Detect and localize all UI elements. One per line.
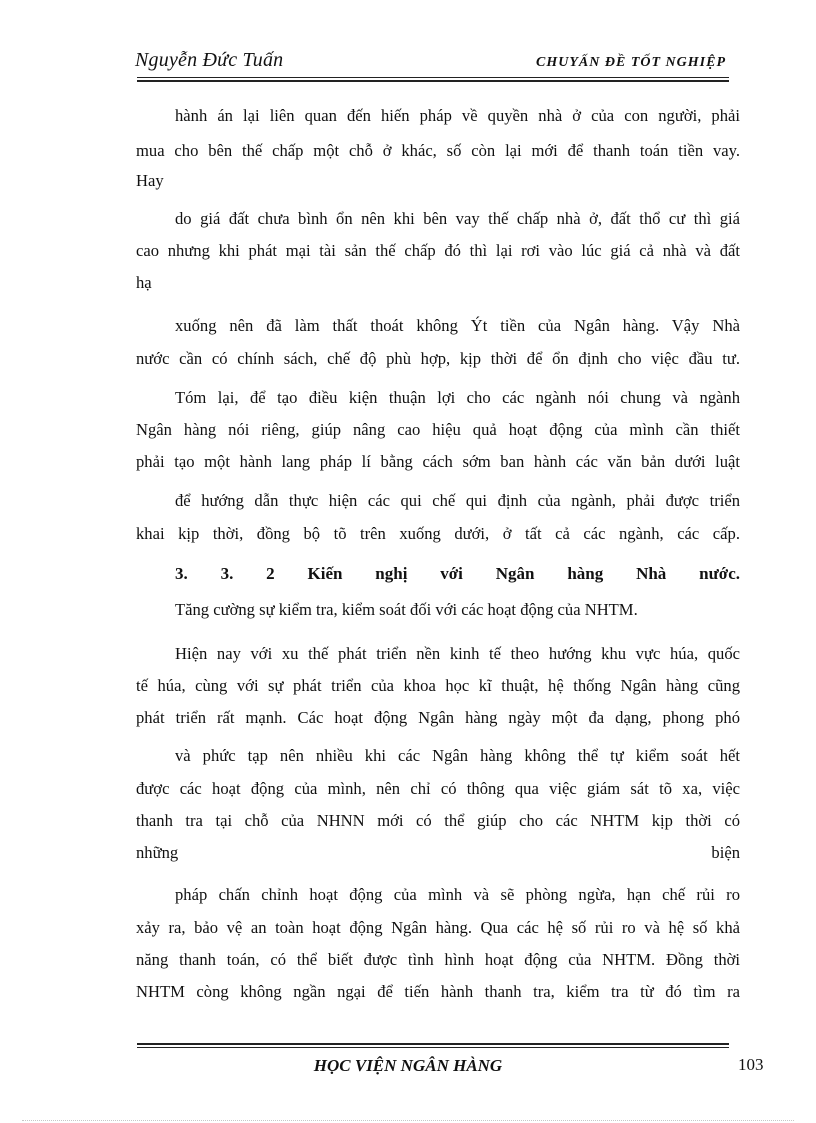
text-line: xảy ra, bảo vệ an toàn hoạt động Ngân hàng. Qua các hệ số rủi ro và hệ số khả (136, 918, 740, 937)
institution-name: HỌC VIỆN NGÂN HÀNG (313, 1056, 503, 1075)
text-line: pháp chấn chỉnh hoạt động của mình và sẽ phòng ngừa, hạn chế rủi ro (175, 885, 740, 904)
text-line: hành án lại liên quan đến hiến pháp về quyền nhà ở của con người, phải (175, 106, 740, 125)
text-line: được các hoạt động của mình, nên chỉ có thông qua việc giám sát tõ xa, việc (136, 779, 740, 798)
section-heading: 3. 3. 2 Kiến nghị với Ngân hàng Nhà nước. (175, 564, 740, 583)
text-line: Hiện nay với xu thế phát triển nền kinh tế theo hướng khu vực húa, quốc (175, 644, 740, 663)
text-line: và phức tạp nên nhiều khi các Ngân hàng không thể tự kiểm soát hết (175, 746, 740, 765)
text-line: những (136, 843, 179, 862)
text-line: biện (711, 843, 740, 862)
text-line: Tăng cường sự kiểm tra, kiểm soát đối với các hoạt động của NHTM. (175, 600, 638, 619)
footer-rule (137, 1047, 729, 1048)
text-line: xuống nên đã làm thất thoát không Ýt tiền của Ngân hàng. Vậy Nhà (175, 316, 740, 335)
text-line: Ngân hàng nói riêng, giúp nâng cao hiệu quả hoạt động của mình cần thiết (136, 420, 740, 439)
text-line: tế húa, cùng với sự phát triển của khoa học kĩ thuật, hệ thống Ngân hàng cũng (136, 676, 740, 695)
author-name: Nguyễn Đức Tuấn (135, 49, 284, 71)
text-line: khai kịp thời, đồng bộ tõ trên xuống dưới, ở tất cả các ngành, các cấp. (136, 524, 740, 543)
text-line: phải tạo một hành lang pháp lí bằng cách sớm ban hành các văn bản dưới luật (136, 452, 740, 471)
header-rule-thick (137, 80, 729, 82)
text-line: hạ (136, 273, 152, 292)
text-line: phát triển rất mạnh. Các hoạt động Ngân hàng ngày một đa dạng, phong phó (136, 708, 740, 727)
text-line: mua cho bên thế chấp một chỗ ở khác, số còn lại mới để thanh toán tiền vay. (136, 141, 740, 160)
text-line: năng thanh toán, có thể biết được tình hình hoạt động của NHTM. Đồng thời (136, 950, 740, 969)
text-line: Hay (136, 171, 164, 190)
text-line: thanh tra tại chỗ của NHNN mới có thể giúp cho các NHTM kịp thời có (136, 811, 740, 830)
text-line: Tóm lại, để tạo điều kiện thuận lợi cho các ngành nói chung và ngành (175, 388, 740, 407)
footer-rule-thick (137, 1043, 729, 1045)
page-edge-dotted-line (22, 1120, 794, 1121)
text-line: NHTM còng không ngần ngại để tiến hành thanh tra, kiểm tra từ đó tìm ra (136, 982, 740, 1001)
header-rule (137, 77, 729, 78)
text-line: do giá đất chưa bình ổn nên khi bên vay thế chấp nhà ở, đất thổ cư thì giá (175, 209, 740, 228)
page-number: 103 (738, 1055, 764, 1074)
text-line: nước cần có chính sách, chế độ phù hợp, kịp thời để ổn định cho việc đầu tư. (136, 349, 740, 368)
document-title: CHUYẤN ĐỀ TỐT NGHIỆP (536, 55, 726, 70)
text-line: cao nhưng khi phát mại tài sản thế chấp đó thì lại rơi vào lúc giá cả nhà và đất (136, 241, 740, 260)
text-line: để hướng dẫn thực hiện các qui chế qui định của ngành, phải được triển (175, 491, 740, 510)
